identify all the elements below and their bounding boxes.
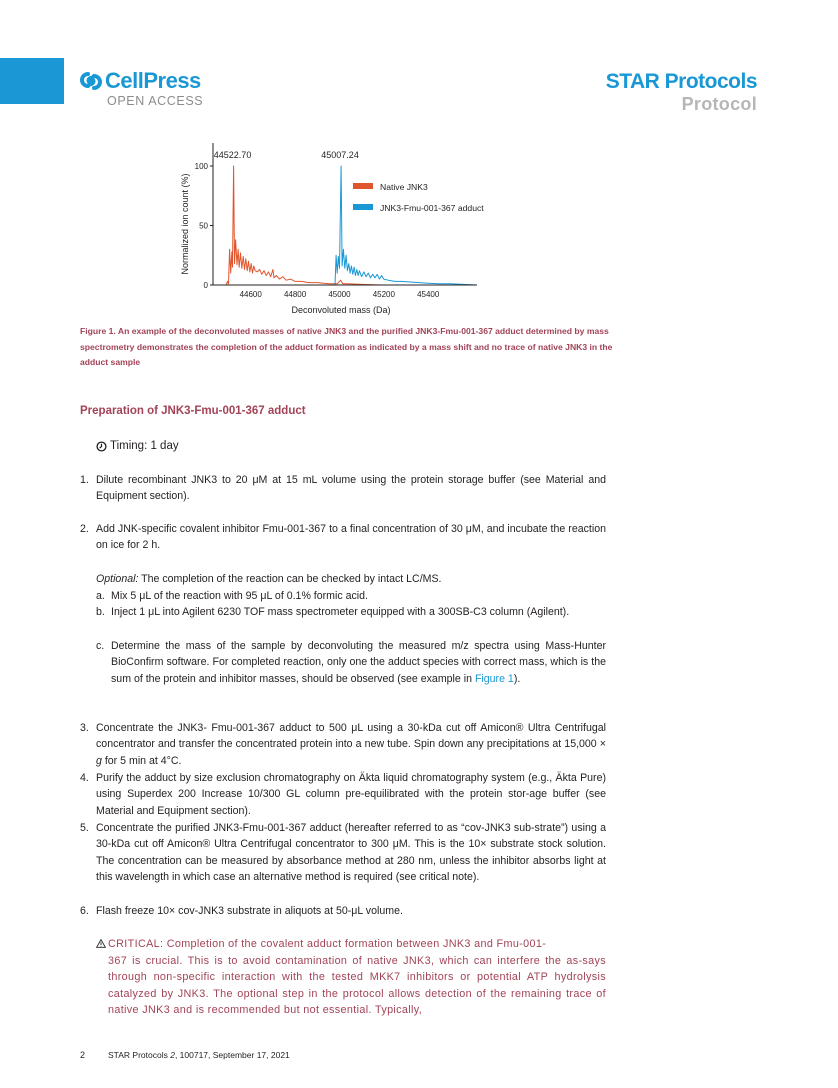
optional-note: Optional: The completion of the reaction can be checked by intact LC/MS.: [96, 573, 442, 585]
clock-icon: [96, 441, 107, 452]
substep-c: c. Determine the mass of the sample by deconvoluting the measured m/z spectra using Mass-Hunter BioConfirm software. For completed reaction, only one the adduct species with correct mass, which is the sum of the protein and inhibitor masses, should be observed (see example in Figure 1).: [96, 640, 606, 685]
citation: STAR Protocols 2, 100717, September 17, 2021: [108, 1050, 290, 1060]
svg-text:Normalized ion count (%): Normalized ion count (%): [180, 173, 190, 275]
journal-header: [606, 70, 757, 114]
svg-text:45007.24: 45007.24: [321, 150, 359, 160]
svg-text:JNK3-Fmu-001-367 adduct: JNK3-Fmu-001-367 adduct: [380, 203, 484, 213]
warning-triangle-icon: [96, 939, 106, 948]
critical-note: [96, 936, 606, 1019]
header-color-tab: [0, 58, 64, 104]
section-heading: Preparation of JNK3-Fmu-001-367 adduct: [80, 405, 306, 417]
optional-label: Optional:: [96, 573, 139, 585]
step-1: 1. Dilute recombinant JNK3 to 20 μM at 15 mL volume using the protein storage buffer (see Material and Equipment section).: [80, 474, 606, 503]
journal-title: STAR Protocols: [605, 70, 757, 93]
figure-caption: Figure 1. An example of the deconvoluted masses of native JNK3 and the purified JNK3-Fmu-001-367 adduct determined by mass spectrometry demonstrates the completion of the adduct formation as indicated by a mass shift and no trace of native JNK3 in the adduct sample: [80, 326, 613, 367]
step-4: 4. Purify the adduct by size exclusion chromatography on Äkta liquid chromatography system (e.g., Äkta Pure) using Superdex 200 Increase 10/300 GL column pre-equilibrated with the protein stor-age buffer (see Material and Equipment section).: [80, 772, 606, 817]
svg-text:Deconvoluted mass (Da): Deconvoluted mass (Da): [291, 305, 391, 315]
svg-text:45000: 45000: [328, 290, 351, 299]
series-line-1: [213, 166, 477, 285]
mass-spectrum-plot: [172, 140, 512, 320]
critical-text: 367 is crucial. This is to avoid contamination of native JNK3, which can interfere the as-says through non-specific interaction with the tested MKK7 inhibitors or potential ATP hydrolysis catalyzed by JNK3. The optional step in the protocol allows detection of the remaining trace of native JNK3 and is recommended but not essential. Typically,: [108, 954, 606, 1016]
substep-b: b. Inject 1 μL into Agilent 6230 TOF mass spectrometer equipped with a 300SB-C3 column (Agilent).: [96, 606, 570, 618]
svg-text:44600: 44600: [239, 290, 262, 299]
open-access-label: OPEN ACCESS: [107, 94, 204, 108]
article-type: Protocol: [681, 94, 757, 114]
cellpress-mark-icon: [80, 71, 102, 91]
svg-text:45200: 45200: [372, 290, 395, 299]
page-footer: [80, 1050, 290, 1060]
svg-text:44800: 44800: [283, 290, 307, 299]
critical-first-line: CRITICAL: Completion of the covalent adduct formation between JNK3 and Fmu-001-: [108, 938, 547, 950]
step-5: 5. Concentrate the purified JNK3-Fmu-001-367 adduct (hereafter referred to as “cov-JNK3 sub-strate”) using a 30-kDa cut off Amicon® Ultra Centrifugal concentrator to 300 μM. This is the 10× substrate stock solution. The concentration can be measured by absorbance method at 280 nm, unless the inhibitor absorbs light at this wavelength in which case an alternative method is required (see critical note).: [80, 822, 606, 884]
timing-note: [96, 440, 179, 452]
step-6: 6. Flash freeze 10× cov-JNK3 substrate in aliquots at 50-μL volume.: [80, 905, 403, 917]
svg-text:100: 100: [194, 162, 208, 171]
figure-1-chart: [172, 140, 512, 320]
cellpress-logo: [80, 70, 203, 108]
svg-text:45400: 45400: [417, 290, 440, 299]
step-3: 3. Concentrate the JNK3- Fmu-001-367 adduct to 500 μL using a 30-kDa cut off Amicon® Ultra Centrifugal concentrator and transfer the concentrated protein into a new tube. Spin down any precipitations at 15,000 × g for 5 min at 4°C.: [80, 722, 606, 767]
substep-a: a. Mix 5 μL of the reaction with 95 μL of 0.1% formic acid.: [96, 590, 368, 602]
figure-1-link[interactable]: Figure 1: [474, 672, 514, 685]
page-number: 2: [80, 1050, 86, 1060]
svg-text:44522.70: 44522.70: [213, 150, 252, 160]
timing-text: Timing: 1 day: [110, 440, 179, 452]
svg-text:Native JNK3: Native JNK3: [380, 182, 428, 192]
svg-text:0: 0: [203, 281, 208, 290]
step-2: 2. Add JNK-specific covalent inhibitor Fmu-001-367 to a final concentration of 30 μM, and incubate the reaction on ice for 2 h.: [80, 523, 606, 552]
publisher-name: CellPress: [105, 68, 201, 93]
svg-text:50: 50: [199, 221, 208, 231]
